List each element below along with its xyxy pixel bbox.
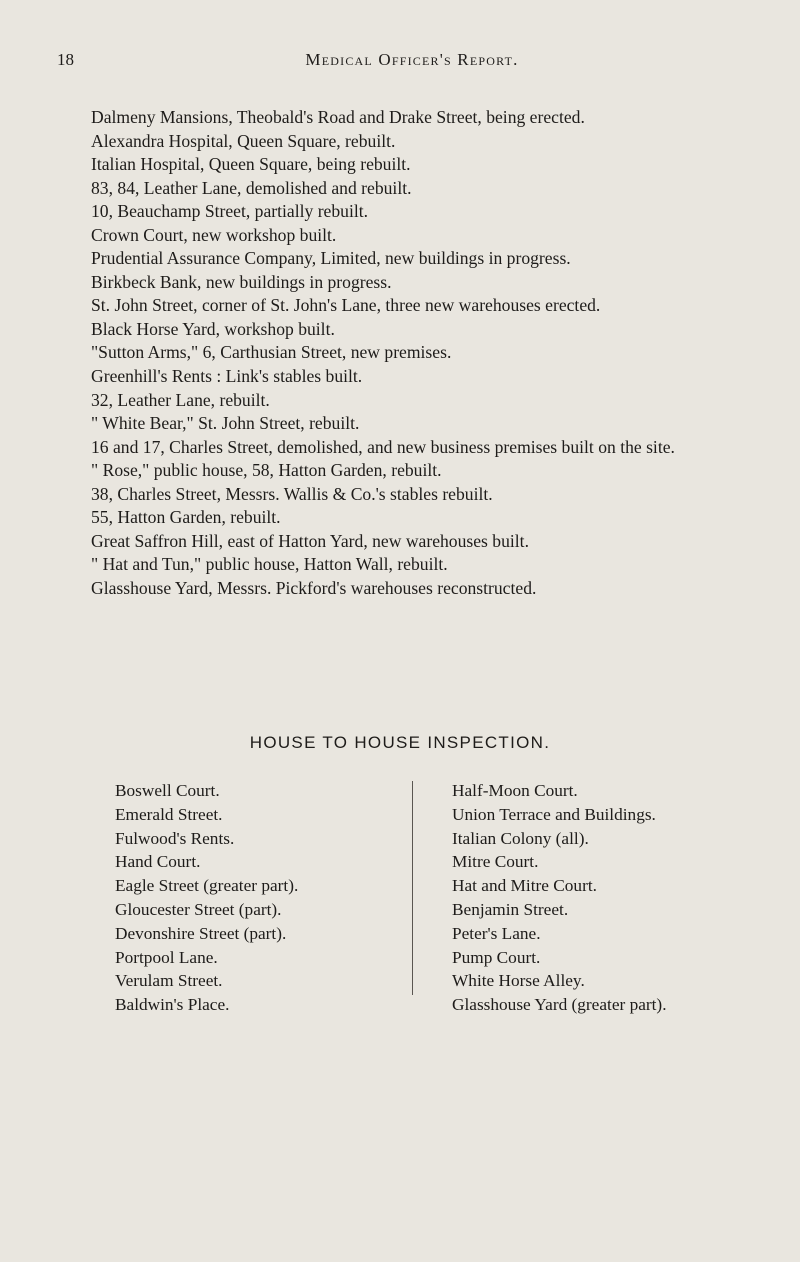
list-item: Birkbeck Bank, new buildings in progress. xyxy=(91,271,392,292)
list-item: 38, Charles Street, Messrs. Wallis & Co.'s stables rebuilt. xyxy=(91,483,493,504)
list-item: Alexandra Hospital, Queen Square, rebuilt. xyxy=(91,130,396,151)
list-item: 55, Hatton Garden, rebuilt. xyxy=(91,507,281,528)
list-item: 32, Leather Lane, rebuilt. xyxy=(91,389,270,410)
section-heading: HOUSE TO HOUSE INSPECTION. xyxy=(249,733,551,752)
list-item: Boswell Court. xyxy=(115,781,220,800)
list-item: Peter's Lane. xyxy=(452,923,541,943)
list-item: " Rose," public house, 58, Hatton Garden, rebuilt. xyxy=(91,460,442,481)
list-item: 83, 84, Leather Lane, demolished and rebuilt. xyxy=(91,177,412,198)
list-item: Eagle Street (greater part). xyxy=(115,876,299,896)
building-entries-list xyxy=(57,106,727,600)
list-item: " White Bear," St. John Street, rebuilt. xyxy=(91,413,360,434)
list-item: "Sutton Arms," 6, Carthusian Street, new premises. xyxy=(91,342,452,363)
list-item: Half-Moon Court. xyxy=(452,781,578,800)
list-item: Verulam Street. xyxy=(115,971,223,991)
inspection-right-column xyxy=(452,779,667,1017)
list-item: Mitre Court. xyxy=(452,852,539,872)
list-item: Crown Court, new workshop built. xyxy=(91,224,337,245)
list-item: Dalmeny Mansions, Theobald's Road and Drake Street, being erected. xyxy=(91,107,585,127)
list-item: Hand Court. xyxy=(115,852,201,872)
list-item: White Horse Alley. xyxy=(452,971,585,991)
list-item: Union Terrace and Buildings. xyxy=(452,804,656,824)
inspection-left-column xyxy=(115,779,298,1017)
list-item: Benjamin Street. xyxy=(452,899,569,919)
list-item: St. John Street, corner of St. John's Lane, three new warehouses erected. xyxy=(91,295,601,316)
list-item: " Hat and Tun," public house, Hatton Wall, rebuilt. xyxy=(91,554,448,575)
list-item: Italian Hospital, Queen Square, being rebuilt. xyxy=(91,154,411,175)
list-item: Pump Court. xyxy=(452,947,541,967)
list-item: Glasshouse Yard (greater part). xyxy=(452,995,667,1015)
list-item: Hat and Mitre Court. xyxy=(452,876,597,896)
page-number: 18 xyxy=(57,50,74,69)
list-item: 16 and 17, Charles Street, demolished, and new business premises built on the site. xyxy=(91,436,675,457)
list-item: 10, Beauchamp Street, partially rebuilt. xyxy=(91,201,369,222)
list-item: Prudential Assurance Company, Limited, new buildings in progress. xyxy=(91,248,571,269)
list-item: Gloucester Street (part). xyxy=(115,899,282,919)
running-title: Medical Officer's Report. xyxy=(305,50,519,69)
list-item: Fulwood's Rents. xyxy=(115,828,235,848)
list-item: Emerald Street. xyxy=(115,804,223,824)
list-item: Glasshouse Yard, Messrs. Pickford's warehouses reconstructed. xyxy=(91,577,537,598)
list-item: Portpool Lane. xyxy=(115,947,218,967)
inspection-columns xyxy=(0,779,800,1015)
list-item: Baldwin's Place. xyxy=(115,995,230,1015)
list-item: Great Saffron Hill, east of Hatton Yard, new warehouses built. xyxy=(91,530,529,551)
page-header xyxy=(0,50,800,74)
list-item: Italian Colony (all). xyxy=(452,828,589,848)
list-item: Devonshire Street (part). xyxy=(115,923,287,943)
column-divider xyxy=(412,781,413,995)
list-item: Black Horse Yard, workshop built. xyxy=(91,318,335,339)
list-item: Greenhill's Rents : Link's stables built. xyxy=(91,366,363,387)
